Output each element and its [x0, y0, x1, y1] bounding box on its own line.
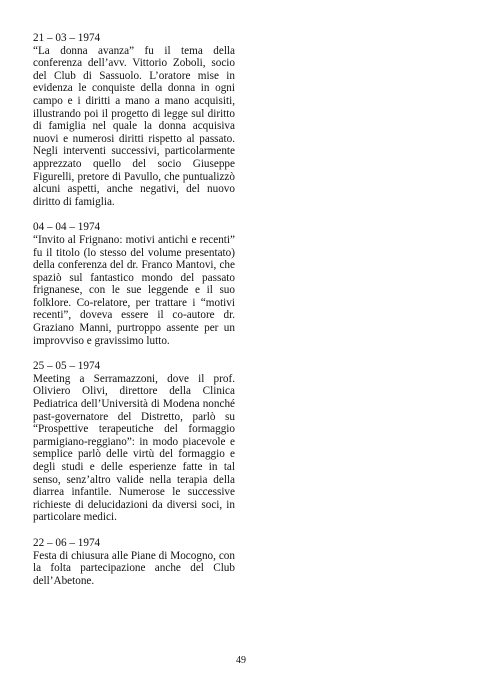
entry-1974-06-22 — [33, 537, 235, 587]
entry-date: 21 – 03 – 1974 — [33, 32, 101, 44]
entry-date: 25 – 05 – 1974 — [33, 360, 101, 373]
entry-text: Festa di chiusura alle Piane di Mocogno, con la folta partecipazione anche del Club dell’Abetone. — [33, 549, 235, 587]
document-column — [33, 32, 235, 600]
entry-text: Meeting a Serramazzoni, dove il prof. Oliviero Olivi, direttore della Clinica Pediatrica dell’Università di Modena nonché past-governatore del Distretto, parlò su “Prospettive terapeutiche del formaggio parmigiano-reggiano”: in modo piacevole e semplice parlò delle virtù del formaggio e degli studi e delle esperienze fatte in tal senso, senz’altro valide nella terapia della diarrea infantile. Numerose le successive richieste di delucidazioni da diversi soci, in particolare medici. — [33, 372, 235, 524]
entry-1974-04-04 — [33, 221, 235, 347]
entry-text: “La donna avanza” fu il tema della conferenza dell’avv. Vittorio Zoboli, socio del Club di Sassuolo. L’oratore mise in evidenza le conquiste della donna in ogni campo e i diritti a mano a mano acquisiti, illustrando poi il progetto di legge sul diritto di famiglia nel quale la donna acquisiva nuovi e numerosi diritti rispetto al passato. Negli interventi successivi, particolarmente apprezzato quello del socio Giuseppe Figurelli, pretore di Pavullo, che puntualizzò alcuni aspetti, anche negativi, del nuovo diritto di famiglia. — [33, 44, 235, 208]
entry-date: 04 – 04 – 1974 — [33, 221, 101, 234]
entry-1974-03-21 — [33, 32, 235, 208]
entry-1974-05-25 — [33, 360, 235, 524]
page-number: 49 — [236, 655, 246, 666]
entry-text: “Invito al Frignano: motivi antichi e recenti” fu il titolo (lo stesso del volume presentato) della conferenza del dr. Franco Mantovi, che spaziò sul fantastico mondo del passato frignanese, con le sue leggende e il suo folklore. Co-relatore, per trattare i “motivi recenti”, doveva essere il co-autore dr. Graziano Manni, purtroppo assente per un improvviso e gravissimo lutto. — [33, 233, 235, 347]
entry-date: 22 – 06 – 1974 — [33, 536, 101, 549]
